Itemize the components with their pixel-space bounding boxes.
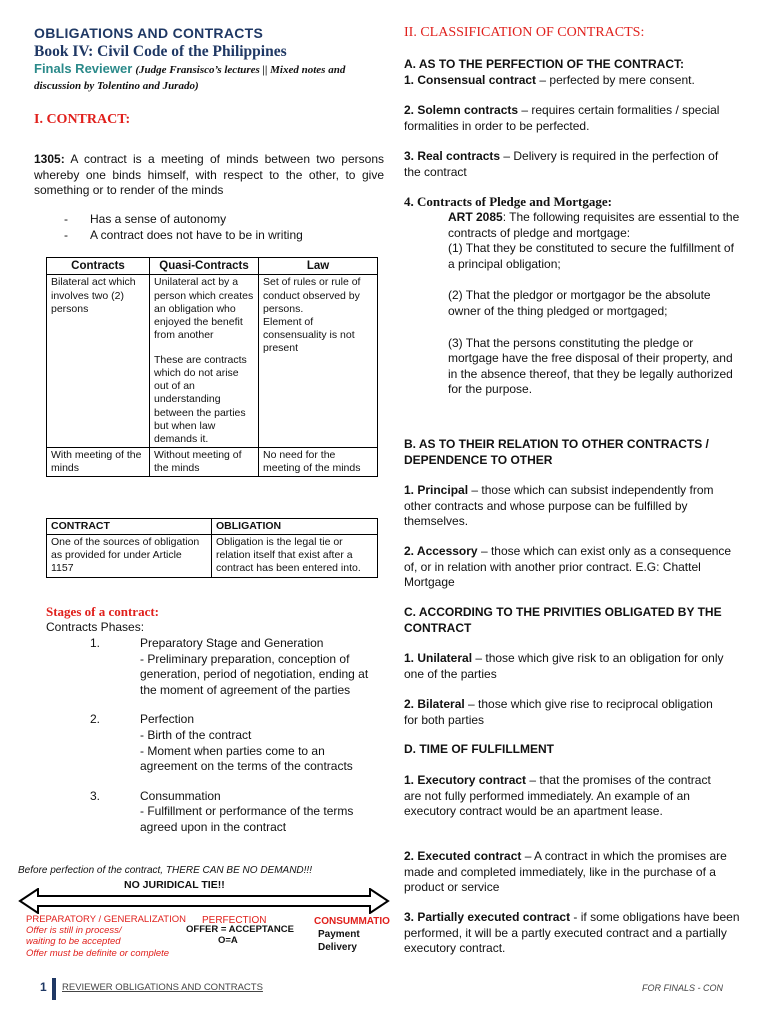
stage-num: 3. [90, 788, 101, 803]
cell: Bilateral act which involves two (2) persons [47, 275, 150, 448]
prep-note: Offer is still in process/ [26, 925, 122, 936]
consummation-title: CONSUMMATIO [314, 916, 390, 927]
a2-label: 2. Solemn contracts [404, 103, 519, 117]
bullet-item: - Has a sense of autonomy [64, 212, 227, 226]
b2-text: – those which can exist only as a consequence of, or in relation with another prior contract. E.G: Chattel Mortgage [404, 544, 732, 590]
cons-note: Delivery [318, 942, 357, 953]
art-1305-label: 1305: [34, 152, 65, 166]
stage-num: 2. [90, 712, 101, 727]
cell: Obligation is the legal tie or relation itself that exist after a contract has been entered into. [212, 535, 378, 577]
a2 [404, 103, 744, 134]
section-contract-title: I. CONTRACT: [34, 112, 131, 127]
prep-notes [26, 925, 169, 959]
table-row [47, 275, 378, 448]
a3 [404, 149, 724, 180]
timeline-arrow [18, 888, 390, 914]
book-title: Book IV: Civil Code of the Philippines [34, 43, 287, 60]
art-2085-text: : The following requisites are essential to the contracts of pledge and mortgage: [448, 210, 740, 240]
c2 [404, 697, 724, 728]
table-row [47, 447, 378, 476]
cons-note: Payment [318, 929, 360, 940]
bullet-list [64, 212, 303, 243]
b1-label: 1. Principal [404, 483, 469, 497]
th-quasi: Quasi-Contracts [150, 258, 259, 275]
consummation-notes [318, 928, 360, 954]
th-law: Law [259, 258, 378, 275]
a1 [404, 73, 744, 89]
d2-text: – A contract in which the promises are made and completed immediately, like in the purchase of a product or service [404, 849, 727, 895]
a3-text: – Delivery is required in the perfection of the contract [404, 149, 719, 179]
contract-obligation-table [46, 518, 378, 578]
cell: No need for the meeting of the minds [259, 447, 378, 476]
c1 [404, 651, 724, 682]
perfection-line2: O=A [218, 935, 238, 946]
b2-label: 2. Accessory [404, 544, 478, 558]
stage-desc: - Preliminary preparation, conception of generation, period of negotiation, ending at the moment of agreement of the parties [140, 651, 369, 697]
art-2085 [448, 210, 740, 398]
reviewer-label: Finals Reviewer [34, 61, 133, 76]
c2-label: 2. Bilateral [404, 697, 465, 711]
art-2085-label: ART 2085 [448, 210, 503, 224]
requisite: (3) That the persons constituting the pledge or mortgage have the free disposal of their property, and in the absence thereof, that they be legally authorized for the purpose. [448, 335, 733, 397]
stage-title: Consummation [140, 788, 221, 803]
stage-title: Perfection [140, 712, 195, 727]
b1-text: – those which can subsist independently from other contracts and whose purpose can be fulfilled by themselves. [404, 483, 714, 529]
c2-text: – those which give rise to reciprocal obligation for both parties [404, 697, 713, 727]
prep-title: PREPARATORY / GENERALIZATION [26, 914, 186, 925]
perfection-title: PERFECTION [202, 915, 267, 926]
c1-text: – those which give risk to an obligation for only one of the parties [404, 651, 724, 681]
cell: Without meeting of the minds [150, 447, 259, 476]
stage-list [90, 636, 384, 836]
art-1305 [34, 152, 384, 199]
a3-label: 3. Real contracts [404, 149, 501, 163]
a2-text: – requires certain formalities / special formalities in order to be perfected. [404, 103, 720, 133]
phases-diagram [18, 864, 390, 964]
b2 [404, 544, 744, 591]
doc-title: OBLIGATIONS AND CONTRACTS [34, 25, 264, 41]
a4-label: 4. Contracts of Pledge and Mortgage: [404, 194, 612, 209]
section-c-title: C. ACCORDING TO THE PRIVITIES OBLIGATED BY THE CONTRACT [404, 605, 722, 635]
reviewer-credit: (Judge Fransisco’s lectures || Mixed notes and discussion by Tolentino and Jurado) [34, 64, 346, 92]
d2-label: 2. Executed contract [404, 849, 522, 863]
c1-label: 1. Unilateral [404, 651, 473, 665]
comparison-table [46, 257, 378, 477]
d1-label: 1. Executory contract [404, 773, 527, 787]
d3 [404, 910, 744, 957]
d1-text: – that the promises of the contract are not fully performed immediately. An example of an executory contract would be an apartment lease. [404, 773, 711, 819]
bullet-item: - A contract does not have to be in writing [64, 227, 303, 242]
page-number: 1 [40, 980, 47, 994]
stage-desc: - Birth of the contract [140, 727, 252, 742]
footer-right: FOR FINALS - CON [642, 983, 724, 993]
d3-label: 3. Partially executed contract [404, 910, 571, 924]
table-row [47, 535, 378, 577]
cell-text: Unilateral act by a person which creates an obligation who enjoyed the benefit from another [154, 276, 254, 341]
section-b-title: B. AS TO THEIR RELATION TO OTHER CONTRACTS / DEPENDENCE TO OTHER [404, 437, 709, 467]
d2 [404, 849, 744, 896]
cell-text: Element of consensuality is not present [263, 315, 355, 354]
section-d-title: D. TIME OF FULFILLMENT [404, 742, 554, 756]
cell-text: Set of rules or rule of conduct observed by persons. [263, 276, 361, 315]
cell [150, 275, 259, 448]
no-juridical-tie: NO JURIDICAL TIE!! [124, 879, 225, 891]
footer-title: REVIEWER OBLIGATIONS AND CONTRACTS [62, 982, 263, 993]
prep-note: waiting to be accepted [26, 936, 121, 948]
a1-text: – perfected by mere consent. [536, 73, 695, 87]
a1-label: 1. Consensual contract [404, 73, 537, 87]
b1 [404, 483, 744, 530]
section-classification-title: II. CLASSIFICATION OF CONTRACTS: [404, 25, 645, 40]
stage-desc: - Moment when parties come to an agreement on the terms of the contracts [140, 743, 353, 774]
d1 [404, 773, 724, 820]
prep-note: Offer must be definite or complete [26, 947, 170, 959]
stages-title: Stages of a contract: [46, 604, 159, 619]
stage-desc: - Fulfillment or performance of the terms agreed upon in the contract [140, 804, 354, 834]
phases-label: Contracts Phases: [46, 620, 145, 634]
cell: With meeting of the minds [47, 447, 150, 476]
stage-num: 1. [90, 636, 101, 650]
th-contract: CONTRACT [47, 519, 212, 535]
section-a-title: A. AS TO THE PERFECTION OF THE CONTRACT: [404, 57, 685, 71]
page-footer [34, 978, 734, 998]
requisite: (1) That they be constituted to secure the fulfillment of a principal obligation; [448, 241, 734, 271]
requisite: (2) That the pledgor or mortgagor be the absolute owner of the thing pledged or mortgaged; [448, 288, 711, 318]
stage-item [90, 789, 384, 836]
cell [259, 275, 378, 448]
reviewer-line [34, 60, 386, 95]
bullet-text: Has a sense of autonomy [90, 212, 227, 226]
cell: One of the sources of obligation as provided for under Article 1157 [47, 535, 212, 577]
no-demand-note: Before perfection of the contract, THERE CAN BE NO DEMAND!!! [18, 865, 312, 876]
th-obligation: OBLIGATION [212, 519, 378, 535]
stage-item [90, 712, 384, 774]
th-contracts: Contracts [47, 258, 150, 275]
perfection-line1: OFFER = ACCEPTANCE [186, 924, 294, 935]
stage-item [90, 636, 384, 698]
art-1305-text: A contract is a meeting of minds between two persons whereby one binds himself, with respect to the other, to give something or to render of the minds [34, 152, 384, 198]
bullet-text: A contract does not have to be in writing [90, 227, 303, 242]
stage-title: Preparatory Stage and Generation [140, 636, 324, 650]
d3-text: - if some obligations have been performed, it will be a partly executed contract and a partially executory contract. [404, 910, 740, 956]
cell-text: These are contracts which do not arise out of an understanding between the parties but when law demands it. [154, 354, 247, 445]
footer-divider [52, 978, 56, 1000]
